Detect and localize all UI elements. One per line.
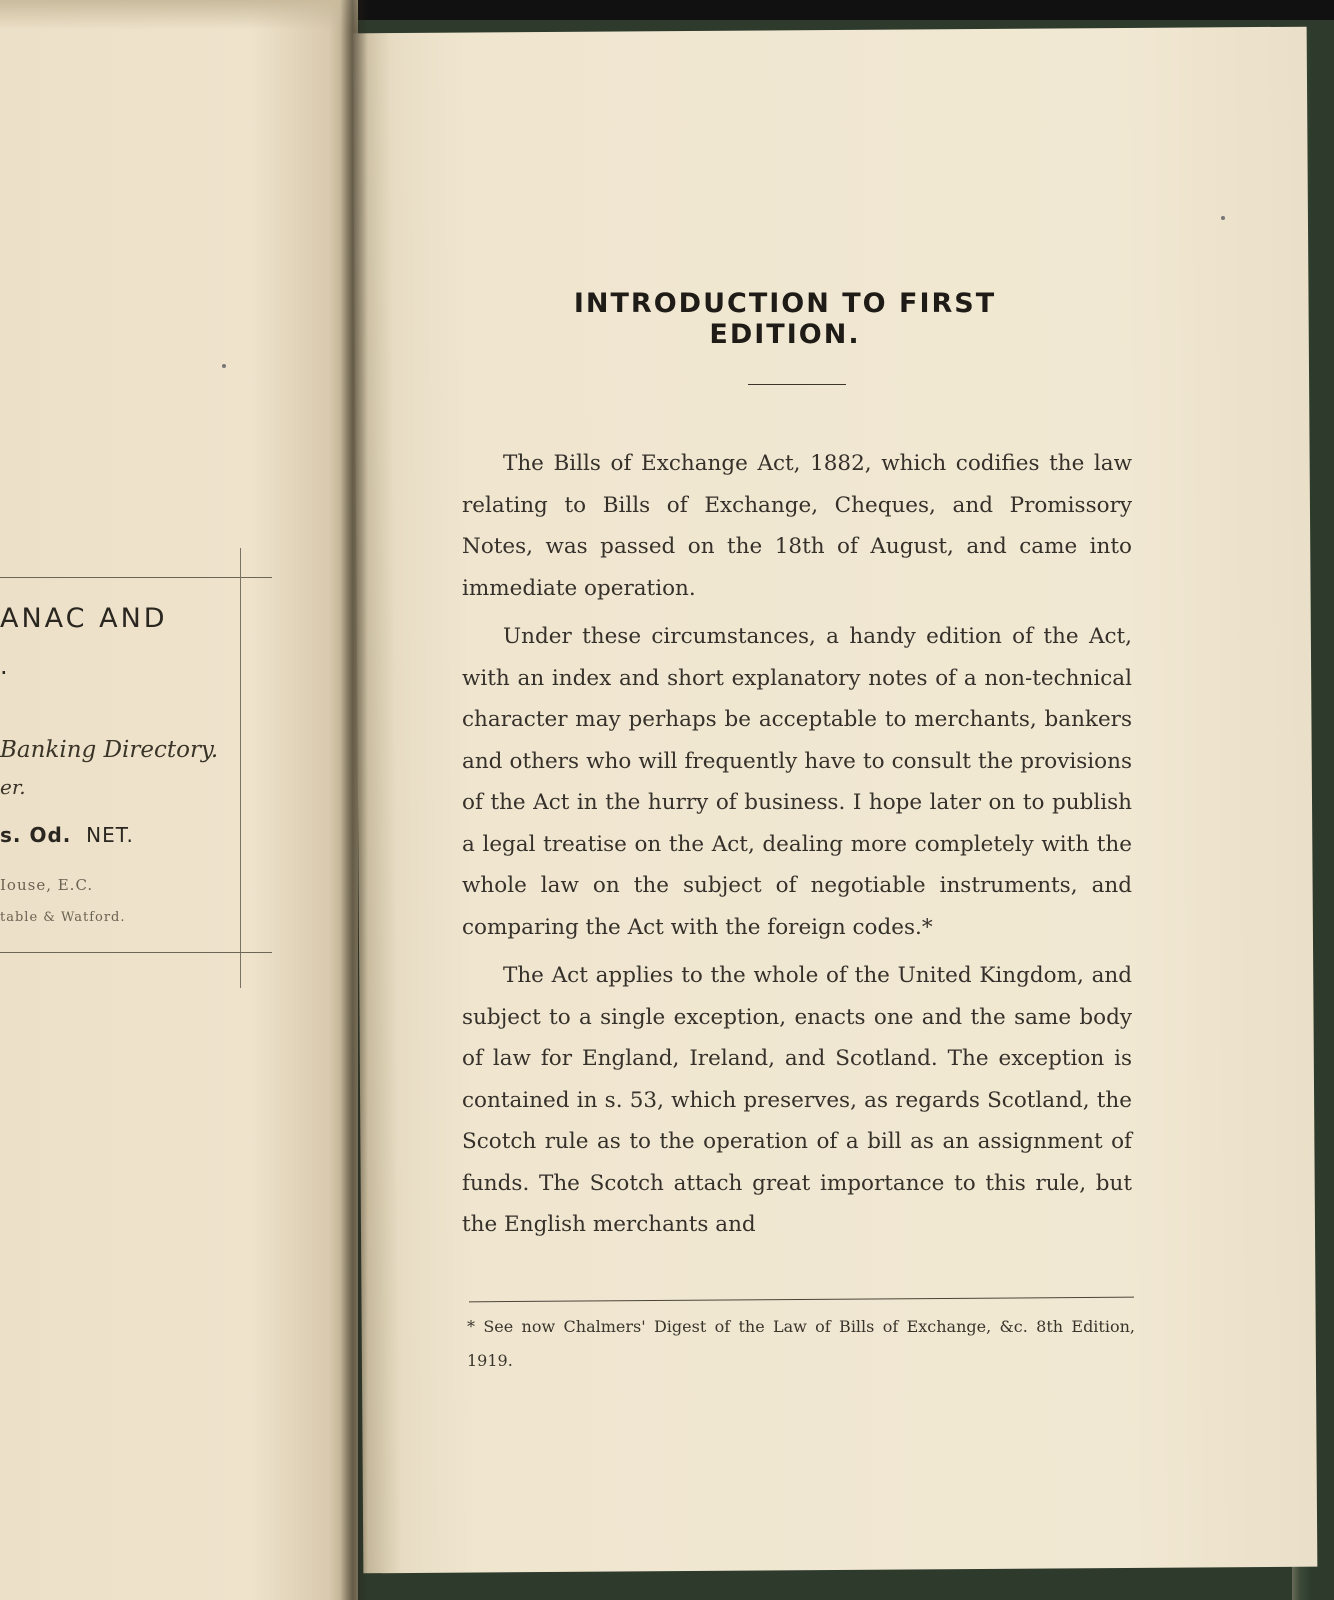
paragraph: Under these circumstances, a handy edition of the Act, with an index and short explanatory notes of a non-technical character may perhaps be acceptable to merchants, bankers and others who will frequently have to consult the provisions of the Act in the hurry of business. I hope later on to publish a legal treatise on the Act, dealing more completely with the whole law on the subject of negotiable instruments, and comparing the Act with the foreign codes.* bbox=[462, 624, 1132, 940]
paragraph: The Act applies to the whole of the United Kingdom, and subject to a single exception, enacts one and the same body of law for England, Ireland, and Scotland. The exception is contained in s. 53, which preserves, as regards Scotland, the Scotch rule as to the operation of a bill as an assignment of funds. The Scotch attach great importance to this rule, but the English merchants and bbox=[462, 963, 1132, 1237]
footnote: * See now Chalmers' Digest of the Law of Bills of Exchange, &c. 8th Edition, 1919. bbox=[467, 1317, 1135, 1370]
ad-title-dot: . bbox=[0, 652, 8, 680]
paper-speck bbox=[222, 364, 226, 368]
ad-price-net: NET. bbox=[86, 823, 134, 847]
ad-bottom-rule bbox=[0, 952, 272, 953]
heading-rule bbox=[748, 384, 846, 385]
book-gutter bbox=[340, 0, 368, 1600]
left-page-shadow bbox=[0, 0, 358, 30]
ad-price bbox=[0, 823, 134, 847]
paragraph: The Bills of Exchange Act, 1882, which codifies the law relating to Bills of Exchange, Cheques, and Promissory Notes, was passed on the 18th of August, and came into immediate operation. bbox=[462, 451, 1132, 601]
ad-italic-line: Banking Directory. bbox=[0, 737, 219, 763]
body-text bbox=[462, 443, 1132, 1253]
ad-address-line: table & Watford. bbox=[0, 910, 126, 925]
left-page bbox=[0, 0, 358, 1600]
ad-price-amount: s. Od. bbox=[0, 823, 72, 847]
ad-top-rule bbox=[0, 577, 272, 578]
ad-vertical-rule bbox=[240, 548, 241, 988]
ad-italic-line: er. bbox=[0, 775, 26, 799]
ad-title: ANAC AND bbox=[0, 603, 168, 634]
page-heading: INTRODUCTION TO FIRST EDITION. bbox=[573, 288, 997, 350]
ad-address-line: Iouse, E.C. bbox=[0, 876, 94, 894]
paper-speck bbox=[1221, 216, 1225, 220]
